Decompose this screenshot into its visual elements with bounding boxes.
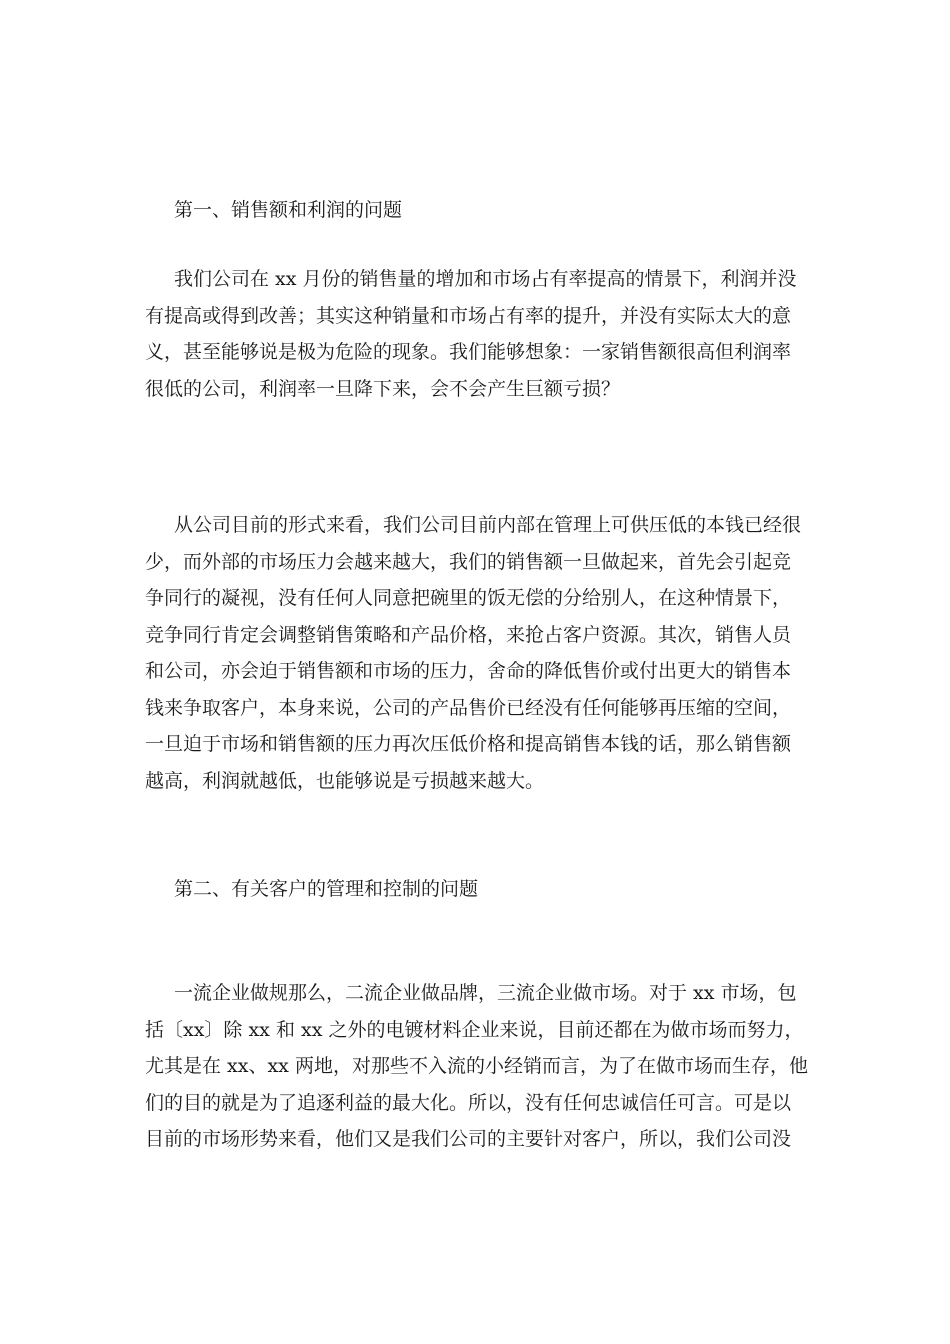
section-heading-2: 第二、有关客户的管理和控制的问题 [174, 878, 479, 900]
paragraph-line: 钱来争取客户，本身来说，公司的产品售价已经没有任何能够再压缩的空间， [145, 696, 792, 719]
paragraph-line: 越高，利润就越低，也能够说是亏损越来越大。 [145, 769, 545, 792]
paragraph-line: 从公司目前的形式来看，我们公司目前内部在管理上可供压低的本钱已经很 [174, 514, 802, 536]
paragraph-line: 尤其是在 xx、xx 两地，对那些不入流的小经销而言，为了在做市场而生存，他 [145, 1055, 808, 1077]
paragraph-line: 义，甚至能够说是极为危险的现象。我们能够想象：一家销售额很高但利润率 [145, 341, 792, 363]
paragraph-line: 很低的公司，利润率一旦降下来，会不会产生巨额亏损？ [145, 377, 621, 400]
paragraph-line: 一流企业做规那么，二流企业做品牌，三流企业做市场。对于 xx 市场，包 [174, 982, 797, 1004]
paragraph-line: 有提高或得到改善；其实这种销量和市场占有率的提升，并没有实际太大的意 [145, 304, 792, 327]
paragraph-line: 我们公司在 xx 月份的销售量的增加和市场占有率提高的情景下，利润并没 [174, 268, 797, 290]
section-heading-1: 第一、销售额和利润的问题 [174, 199, 403, 221]
paragraph-customer-management [145, 975, 807, 1158]
paragraph-company-situation [145, 507, 807, 799]
paragraph-line: 和公司，亦会迫于销售额和市场的压力，舍命的降低售价或付出更大的销售本 [145, 660, 792, 682]
paragraph-line: 一旦迫于市场和销售额的压力再次压低价格和提高销售本钱的话，那么销售额 [145, 733, 792, 755]
paragraph-sales-profit [145, 261, 807, 407]
document-page [145, 0, 807, 1344]
paragraph-line: 竞争同行肯定会调整销售策略和产品价格，来抢占客户资源。其次，销售人员 [145, 623, 792, 646]
paragraph-line: 争同行的凝视，没有任何人同意把碗里的饭无偿的分给别人，在这种情景下， [145, 587, 792, 609]
paragraph-line: 少，而外部的市场压力会越来越大，我们的销售额一旦做起来，首先会引起竞 [145, 550, 792, 573]
paragraph-line: 目前的市场形势来看，他们又是我们公司的主要针对客户，所以，我们公司没 [145, 1128, 792, 1150]
paragraph-line: 括〔xx〕除 xx 和 xx 之外的电镀材料企业来说，目前还都在为做市场而努力， [145, 1018, 804, 1041]
paragraph-line: 们的目的就是为了追逐利益的最大化。所以，没有任何忠诚信任可言。可是以 [145, 1091, 792, 1114]
